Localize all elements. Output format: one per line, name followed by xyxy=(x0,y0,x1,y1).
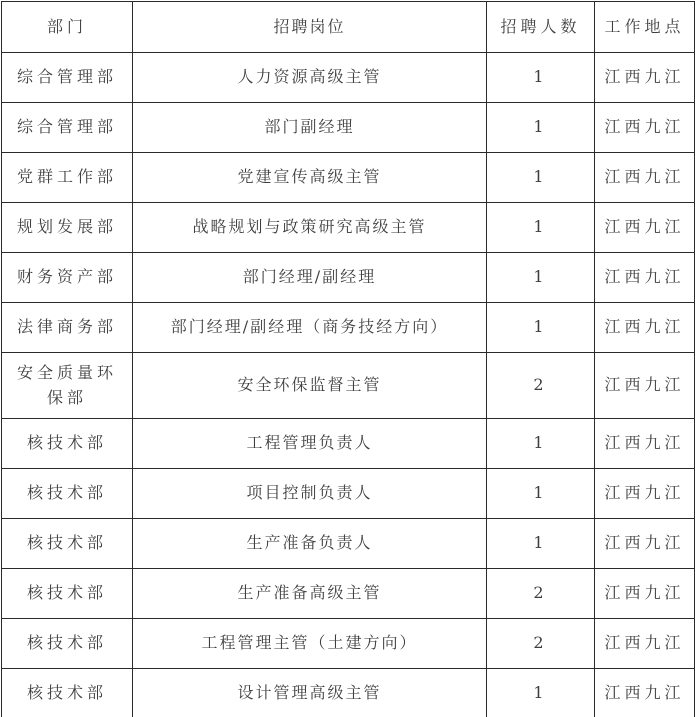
location-cell: 江西九江 xyxy=(595,419,695,469)
location-cell: 江西九江 xyxy=(595,619,695,669)
headcount-cell: 1 xyxy=(487,303,595,353)
table-row xyxy=(2,53,695,103)
location-cell: 江西九江 xyxy=(595,669,695,717)
department-cell: 核技术部 xyxy=(2,669,133,717)
location-cell: 江西九江 xyxy=(595,519,695,569)
table-body xyxy=(2,53,695,717)
department-cell: 核技术部 xyxy=(2,569,133,619)
department-cell: 核技术部 xyxy=(2,469,133,519)
department-cell: 安全质量环保部 xyxy=(2,353,133,419)
position-cell: 安全环保监督主管 xyxy=(133,353,487,419)
location-cell: 江西九江 xyxy=(595,153,695,203)
department-cell: 财务资产部 xyxy=(2,253,133,303)
location-cell: 江西九江 xyxy=(595,53,695,103)
location-cell: 江西九江 xyxy=(595,303,695,353)
department-cell: 核技术部 xyxy=(2,419,133,469)
location-cell: 江西九江 xyxy=(595,353,695,419)
department-cell: 法律商务部 xyxy=(2,303,133,353)
table-row xyxy=(2,353,695,419)
position-cell: 战略规划与政策研究高级主管 xyxy=(133,203,487,253)
position-cell: 生产准备负责人 xyxy=(133,519,487,569)
position-cell: 部门经理/副经理（商务技经方向） xyxy=(133,303,487,353)
position-cell: 部门经理/副经理 xyxy=(133,253,487,303)
table-row xyxy=(2,569,695,619)
department-cell: 综合管理部 xyxy=(2,53,133,103)
table-row xyxy=(2,619,695,669)
position-cell: 党建宣传高级主管 xyxy=(133,153,487,203)
department-cell: 规划发展部 xyxy=(2,203,133,253)
table-row xyxy=(2,253,695,303)
table-header xyxy=(2,2,695,53)
headcount-cell: 1 xyxy=(487,469,595,519)
table-row xyxy=(2,669,695,717)
department-cell: 核技术部 xyxy=(2,619,133,669)
headcount-cell: 1 xyxy=(487,519,595,569)
header-headcount: 招聘人数 xyxy=(487,2,595,53)
location-cell: 江西九江 xyxy=(595,203,695,253)
location-cell: 江西九江 xyxy=(595,569,695,619)
table-row xyxy=(2,103,695,153)
headcount-cell: 1 xyxy=(487,53,595,103)
header-location: 工作地点 xyxy=(595,2,695,53)
table-row xyxy=(2,203,695,253)
position-cell: 部门副经理 xyxy=(133,103,487,153)
header-row xyxy=(2,2,695,53)
location-cell: 江西九江 xyxy=(595,469,695,519)
headcount-cell: 1 xyxy=(487,203,595,253)
department-cell: 核技术部 xyxy=(2,519,133,569)
headcount-cell: 2 xyxy=(487,619,595,669)
header-position: 招聘岗位 xyxy=(133,2,487,53)
headcount-cell: 2 xyxy=(487,569,595,619)
position-cell: 生产准备高级主管 xyxy=(133,569,487,619)
headcount-cell: 1 xyxy=(487,103,595,153)
table-row xyxy=(2,469,695,519)
location-cell: 江西九江 xyxy=(595,103,695,153)
position-cell: 设计管理高级主管 xyxy=(133,669,487,717)
table-row xyxy=(2,153,695,203)
position-cell: 工程管理主管（土建方向） xyxy=(133,619,487,669)
department-cell: 党群工作部 xyxy=(2,153,133,203)
table-row xyxy=(2,303,695,353)
headcount-cell: 1 xyxy=(487,669,595,717)
location-cell: 江西九江 xyxy=(595,253,695,303)
position-cell: 项目控制负责人 xyxy=(133,469,487,519)
department-cell: 综合管理部 xyxy=(2,103,133,153)
headcount-cell: 2 xyxy=(487,353,595,419)
headcount-cell: 1 xyxy=(487,419,595,469)
table-row xyxy=(2,419,695,469)
header-department: 部门 xyxy=(2,2,133,53)
table-row xyxy=(2,519,695,569)
position-cell: 人力资源高级主管 xyxy=(133,53,487,103)
recruitment-table xyxy=(1,1,695,717)
headcount-cell: 1 xyxy=(487,153,595,203)
headcount-cell: 1 xyxy=(487,253,595,303)
position-cell: 工程管理负责人 xyxy=(133,419,487,469)
